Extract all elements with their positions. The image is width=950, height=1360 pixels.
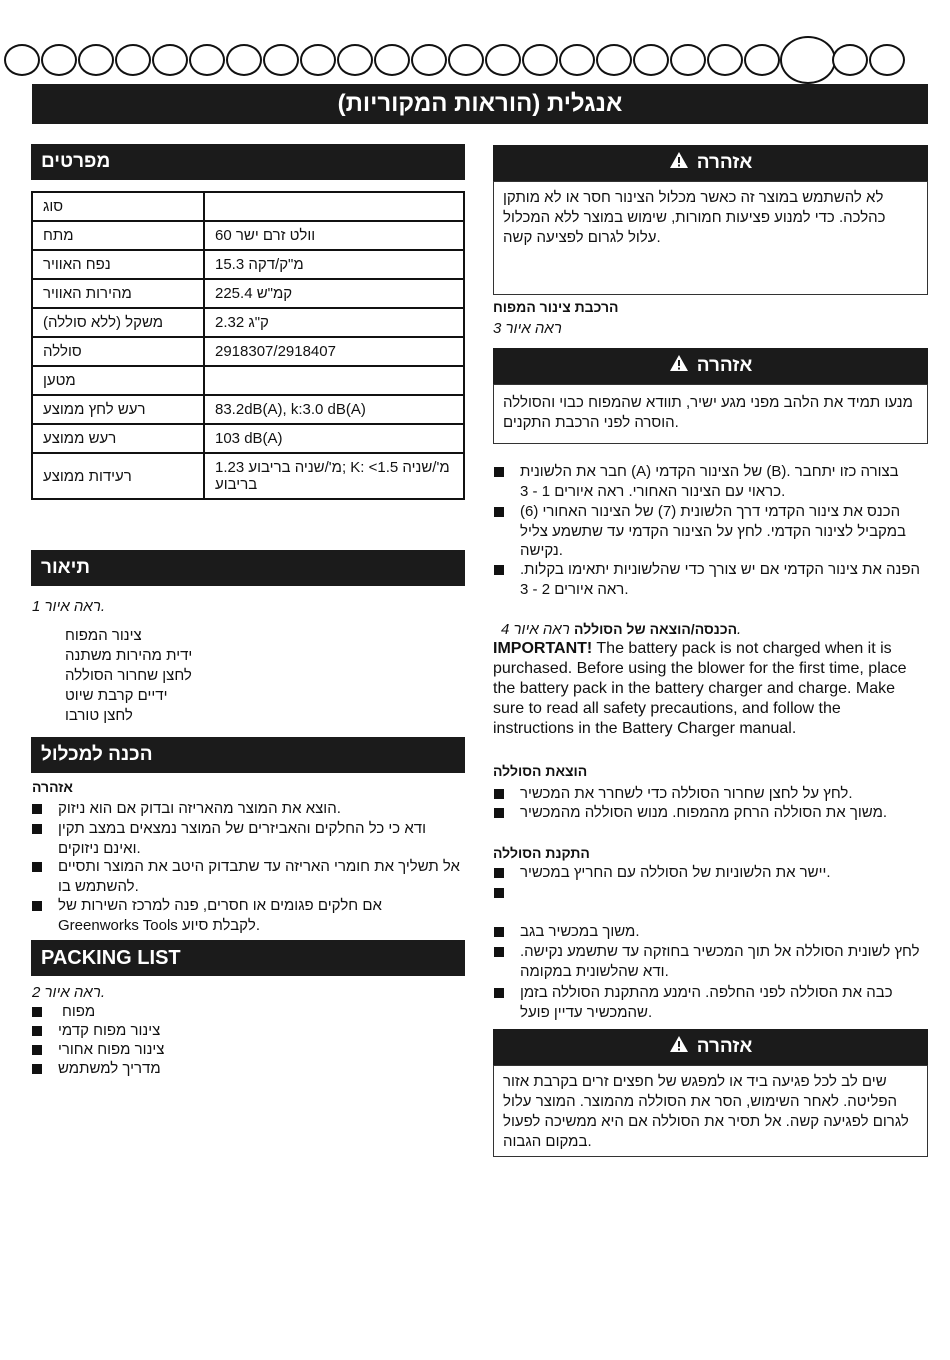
remove-battery-bullet [494, 803, 924, 823]
bullet-square-icon [32, 1064, 42, 1074]
spec-label: נפח האוויר [32, 250, 204, 279]
spec-value: 103 dB(A) [204, 424, 464, 453]
page-circle [374, 44, 410, 76]
packing-item [32, 1021, 462, 1041]
spec-value: 1.23 מ'/שניה בריבוע; K: <1.5 מ'/שניה בריבוע [204, 453, 464, 499]
spec-label: סוג [32, 192, 204, 221]
warning-header [493, 348, 928, 384]
warning-triangle-icon [669, 1035, 689, 1059]
bullet-square-icon [494, 507, 504, 517]
bullet-square-icon [32, 824, 42, 834]
bullet-text: ודא כי כל החלקים והאביזרים של המוצר נמצאים במצב תקין ואינם ניזוקים. [58, 820, 426, 857]
overview-item: לחצן טורבו [65, 707, 133, 724]
spec-value: 2918307/2918407 [204, 337, 464, 366]
bullet-square-icon [32, 1026, 42, 1036]
table-row [32, 424, 464, 453]
packing-item [32, 1040, 462, 1060]
overview-see-figure: ראה איור 1. [32, 598, 106, 615]
battery-subhead-line [493, 619, 741, 640]
overview-heading: תיאור [31, 550, 465, 586]
bullet-text: לחץ על לחצן שחרור הסוללה כדי לשחרר את המכשיר. [520, 785, 853, 802]
prep-bullet [32, 896, 462, 935]
specs-heading: מפרטים [31, 144, 465, 180]
page-index-circles [4, 42, 930, 78]
insert-battery-bullet [494, 942, 924, 981]
tube-bullet [494, 502, 924, 561]
warning-text: לא להשתמש במוצר זה כאשר מכלול הצינור חסר או לא מותקן כהלכה. כדי למנוע פציעות חמורות, שימוש במוצר ללא המכלול עלול לגרום לפציעה קשה. [503, 189, 886, 246]
bullet-text: כבה את הסוללה לפני החלפה. הימנע מהתקנת הסוללה בזמן שהמכשיר עדיין פועל. [520, 984, 893, 1021]
spec-label: רעש ממוצע [32, 424, 204, 453]
prep-bullet [32, 799, 462, 819]
bullet-square-icon [494, 927, 504, 937]
bullet-square-icon [494, 467, 504, 477]
bullet-text: צינור מפוח אחורי [58, 1041, 165, 1058]
page-circle [78, 44, 114, 76]
page-circle [707, 44, 743, 76]
prep-subhead: אזהרה [32, 779, 73, 795]
page-circle [115, 44, 151, 76]
warning-label: אזהרה [696, 1036, 753, 1057]
bullet-square-icon [494, 789, 504, 799]
bullet-square-icon [32, 1007, 42, 1017]
page-circle-current [780, 36, 836, 84]
bullet-text: הפנה את צינור הקדמי אם יש צורך כדי שהלשוניות יתאימו בקלות. ראה איורים 2 - 3. [520, 561, 921, 598]
bullet-text: הוצא את המוצר מהאריזה ובדוק אם הוא ניזוק. [58, 800, 341, 817]
warning-triangle-icon [669, 354, 689, 378]
prep-bullet [32, 819, 462, 858]
insert-battery-bullet [494, 922, 924, 942]
bullet-square-icon [494, 988, 504, 998]
bullet-text: משוך במכשיר בגב. [520, 923, 640, 940]
page-circle [522, 44, 558, 76]
tube-bullet [494, 462, 924, 501]
spec-label: סוללה [32, 337, 204, 366]
packing-item [32, 1059, 462, 1079]
tube-bullet [494, 560, 924, 599]
page-circle [337, 44, 373, 76]
bullet-text: אם חלקים פגומים או חסרים, פנה למרכז השירות של Greenworks Tools לקבלת סיוע. [58, 897, 382, 934]
warning-label: אזהרה [696, 355, 753, 376]
bullet-square-icon [32, 862, 42, 872]
battery-subhead: הכנסה/הוצאה של הסוללה [574, 621, 738, 637]
overview-item: צינור המפוח [65, 627, 142, 644]
spec-label: מהירות האוויר [32, 279, 204, 308]
remove-battery-bullet [494, 784, 924, 804]
spec-label: רעידות ממוצע [32, 453, 204, 499]
tube-assembly-subhead: הרכבת צינור המפוח [493, 299, 619, 315]
page-circle [670, 44, 706, 76]
page-circle [189, 44, 225, 76]
spec-label: רעש לחץ ממוצע [32, 395, 204, 424]
spec-value [204, 192, 464, 221]
spec-value: 2.32 ק"ג [204, 308, 464, 337]
packing-heading: PACKING LIST [31, 940, 465, 976]
bullet-square-icon [494, 808, 504, 818]
warning-text: מנעו תמיד את הלהב מפני מגע ישיר, תוודא שהמפוח כבוי והסוללה הוסרה לפני הרכבת התקנים. [503, 394, 913, 431]
bullet-text: צינור מפוח קדמי [58, 1022, 161, 1039]
page-circle [559, 44, 595, 76]
table-row [32, 250, 464, 279]
overview-item: ידית מהירות משתנה [65, 647, 193, 664]
prep-heading: הכנה למכלול [31, 737, 465, 773]
spec-label: מטען [32, 366, 204, 395]
spec-label: משקל (ללא סוללה) [32, 308, 204, 337]
warning-text: שים לב לכל פגיעה ביד או למפגש של חפצים זרים בקרבת אזור הפליטה. לאחר השימוש, הסר את הסוללה מהמוצר. המוצר עלול לגרום לפגיעה קשה. אל תסיר את הסוללה אם היא ממשיכה לפעול במקום הגבוה. [503, 1073, 909, 1150]
important-text: The battery pack is not charged when it is purchased. Before using the blower for the first time, place the battery pack in the battery charger and charge. Make sure to read all safety precautions, and follow the instructions in the Battery Charger manual. [493, 640, 907, 737]
specs-table [31, 191, 465, 500]
bullet-text: חבר את הלשונית (A) של הצינור הקדמי (B). בצורה כזו יתחבר כראוי עם הצינור האחורי. ראה איורים 1 - 3. [520, 463, 899, 500]
bullet-text: אל תשליך את חומרי האריזה עד שתבדוק היטב את המוצר ותסיים להשתמש בו. [58, 858, 460, 895]
bullet-square-icon [494, 868, 504, 878]
page-circle [226, 44, 262, 76]
page-circle [152, 44, 188, 76]
tube-assembly-see-figure: ראה איור 3 [493, 320, 562, 337]
warning-header [493, 1029, 928, 1065]
bullet-text: הכנס את צינור הקדמי דרך הלשונית (7) של הצינור האחורי (6) במקביל לצינור הקדמי. לחץ על הצינור הקדמי עד שתשמע צליל נקישה. [520, 503, 907, 559]
table-row [32, 308, 464, 337]
page-circle [263, 44, 299, 76]
bullet-square-icon [494, 565, 504, 575]
page-circle [596, 44, 632, 76]
spec-label: מתח [32, 221, 204, 250]
spec-value: 83.2dB(A), k:3.0 dB(A) [204, 395, 464, 424]
overview-item: ידיים קרבת שיוט [65, 687, 168, 704]
bullet-square-icon [32, 901, 42, 911]
overview-item: לחצן שחרור הסוללה [65, 667, 192, 684]
table-row [32, 221, 464, 250]
warning-label: אזהרה [696, 152, 753, 173]
battery-important-paragraph [493, 639, 923, 739]
table-row [32, 337, 464, 366]
packing-item [32, 1002, 462, 1022]
spec-value: 60 וולט זרם ישר [204, 221, 464, 250]
bullet-square-icon [494, 888, 504, 898]
warning-header [493, 145, 928, 181]
prep-bullet [32, 857, 462, 896]
bullet-square-icon [32, 1045, 42, 1055]
spec-value: 225.4 קמ"ש [204, 279, 464, 308]
insert-battery-bullet [494, 863, 924, 883]
bullet-text: לחץ לשונית הסוללה אל תוך המכשיר בחוזקה עד שתשמע נקישה. ודא שהלשונית במקומה. [520, 943, 920, 980]
bullet-text: משוך את הסוללה הרחק מהמפוח. מנוש הסוללה מהמכשיר. [520, 804, 888, 821]
warning-triangle-icon [669, 151, 689, 175]
page-circle [41, 44, 77, 76]
bullet-square-icon [32, 804, 42, 814]
bullet-text: יישר את הלשוניות של הסוללה עם החריץ במכשיר. [520, 864, 831, 881]
page-circle [448, 44, 484, 76]
bullet-text: מדריך למשתמש [58, 1060, 161, 1077]
page-circle [869, 44, 905, 76]
bullet-square-icon [494, 947, 504, 957]
page-circle [744, 44, 780, 76]
warning-box [493, 181, 928, 295]
table-row [32, 453, 464, 499]
insert-battery-bullet [494, 983, 924, 1022]
table-row [32, 279, 464, 308]
page-circle [633, 44, 669, 76]
page-circle [300, 44, 336, 76]
packing-see-figure: ראה איור 2. [32, 984, 106, 1001]
insert-battery-subhead: התקנת הסוללה [493, 845, 590, 861]
page-title: אנגלית (הוראות המקוריות) [32, 84, 928, 124]
important-label: IMPORTANT! [493, 640, 593, 657]
spec-value: 15.3 מ"ק/דקה [204, 250, 464, 279]
page-circle [411, 44, 447, 76]
page-circle [832, 44, 868, 76]
battery-see-figure: ראה איור 4. [501, 621, 742, 638]
warning-box [493, 1065, 928, 1157]
page-circle [485, 44, 521, 76]
table-row [32, 192, 464, 221]
table-row [32, 395, 464, 424]
warning-box [493, 384, 928, 444]
spec-value [204, 366, 464, 395]
bullet-text: מפוח [62, 1003, 96, 1020]
page-circle [4, 44, 40, 76]
table-row [32, 366, 464, 395]
remove-battery-subhead: הוצאת הסוללה [493, 763, 588, 779]
